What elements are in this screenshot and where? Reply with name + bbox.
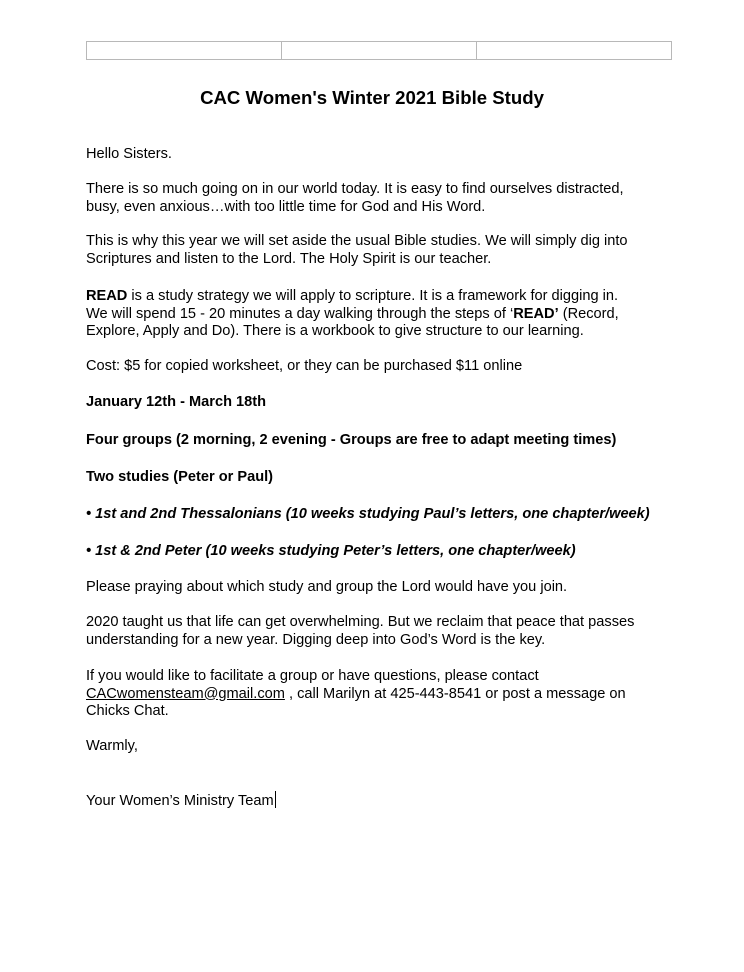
contact-line-3: Chicks Chat.	[86, 703, 169, 719]
groups-line: Four groups (2 morning, 2 evening - Groups are free to adapt meeting times)	[86, 432, 617, 448]
text-cursor	[275, 791, 276, 808]
prayer-line: Please praying about which study and group the Lord would have you join.	[86, 579, 568, 595]
read-line-1-rest: is a study strategy we will apply to scripture. It is a framework for digging in.	[127, 288, 619, 304]
header-cell-1[interactable]	[87, 42, 282, 60]
read-paragraph	[86, 288, 686, 341]
page-title: CAC Women's Winter 2021 Bible Study	[200, 87, 544, 108]
reflection-line-1: 2020 taught us that life can get overwhelming. But we reclaim that peace that passes	[86, 614, 635, 630]
read-line-1	[86, 288, 686, 306]
read-line-3: Explore, Apply and Do). There is a workbook to give structure to our learning.	[86, 323, 584, 339]
read-line-2	[86, 306, 686, 324]
studies-heading: Two studies (Peter or Paul)	[86, 469, 274, 485]
read-line-2-post: (Record,	[558, 305, 619, 322]
study-item-peter: • 1st & 2nd Peter (10 weeks studying Peter’s letters, one chapter/week)	[86, 543, 576, 559]
email-link[interactable]: CACwomensteam@gmail.com	[86, 685, 285, 702]
contact-line-2-rest: , call Marilyn at 425-443-8541 or post a message on	[284, 685, 626, 702]
intro-line-2: busy, even anxious…with too little time for God and His Word.	[86, 198, 486, 215]
intro-line-1: There is so much going on in our world today. It is easy to find ourselves distracted,	[86, 181, 624, 197]
contact-paragraph	[86, 668, 686, 721]
header-cell-3[interactable]	[477, 42, 672, 60]
reflection-line-2: understanding for a new year. Digging deep into God’s Word is the key.	[86, 631, 546, 648]
purpose-line-2: Scriptures and listen to the Lord. The Holy Spirit is our teacher.	[86, 250, 492, 267]
header-table	[86, 41, 672, 60]
read-keyword-2: READ’	[513, 305, 559, 322]
reflection-paragraph	[86, 614, 686, 649]
cost-line: Cost: $5 for copied worksheet, or they can be purchased $11 online	[86, 358, 523, 374]
purpose-line-1: This is why this year we will set aside the usual Bible studies. We will simply dig into	[86, 233, 628, 249]
read-keyword: READ	[86, 288, 128, 304]
read-line-2-pre: We will spend 15 - 20 minutes a day walking through the steps of ‘	[86, 305, 514, 322]
purpose-paragraph	[86, 233, 686, 268]
greeting: Hello Sisters.	[86, 146, 172, 162]
contact-line-2	[86, 686, 686, 704]
header-cell-2[interactable]	[282, 42, 477, 60]
dates-line: January 12th - March 18th	[86, 394, 267, 410]
signature-line[interactable]	[86, 791, 686, 811]
closing-line: Warmly,	[86, 738, 138, 754]
contact-line-1: If you would like to facilitate a group or have questions, please contact	[86, 668, 539, 684]
signature-text: Your Women’s Ministry Team	[86, 793, 274, 809]
intro-paragraph	[86, 181, 686, 216]
study-item-thessalonians: • 1st and 2nd Thessalonians (10 weeks studying Paul’s letters, one chapter/week)	[86, 506, 650, 522]
